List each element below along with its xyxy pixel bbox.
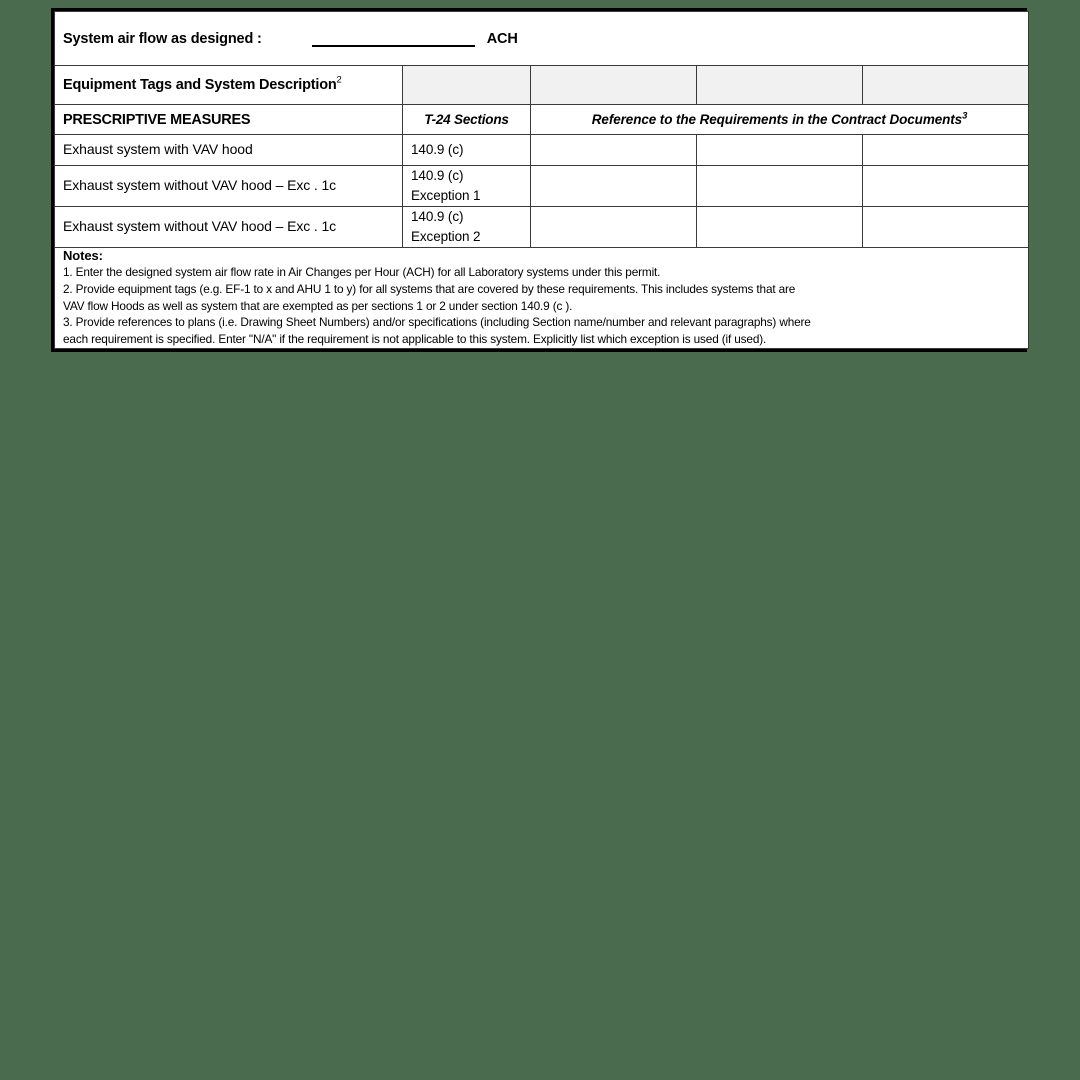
measure-cell xyxy=(55,207,403,248)
equipment-tags-label: Equipment Tags and System Description xyxy=(63,77,337,93)
t24-sections-header: T-24 Sections xyxy=(424,112,509,127)
prescriptive-measures-table xyxy=(54,11,1029,349)
reference-input-2[interactable] xyxy=(697,135,863,166)
measure-label: Exhaust system without VAV hood – Exc . 1c xyxy=(63,177,337,193)
notes-row xyxy=(55,248,1029,349)
note-line-4: 3. Provide references to plans (i.e. Drawing Sheet Numbers) and/or specifications (including Section name/number and relevant paragraphs) where xyxy=(63,315,811,330)
table-row xyxy=(55,135,1029,166)
measure-cell xyxy=(55,166,403,207)
t24-sections-header-cell xyxy=(403,105,531,135)
airflow-cell xyxy=(55,12,1029,66)
note-line-5: each requirement is specified. Enter "N/A" if the requirement is not applicable to this system. Explicitly list which exception is used (if used). xyxy=(63,332,767,346)
note-line-1: 1. Enter the designed system air flow rate in Air Changes per Hour (ACH) for all Laboratory systems under this permit. xyxy=(63,265,661,279)
note-line-3: VAV flow Hoods as well as system that are exempted as per sections 1 or 2 under section 140.9 (c ). xyxy=(63,298,573,313)
reference-input-3[interactable] xyxy=(863,207,1029,248)
t24-section-line-1: 140.9 (c) xyxy=(411,209,464,225)
reference-input-3[interactable] xyxy=(863,135,1029,166)
measure-label: Exhaust system with VAV hood xyxy=(63,141,253,157)
prescriptive-measures-header-cell xyxy=(55,105,403,135)
airflow-blank-field[interactable] xyxy=(312,31,475,47)
t24-section-line-2: Exception 2 xyxy=(411,229,481,244)
measure-cell xyxy=(55,135,403,166)
airflow-row xyxy=(55,12,1029,66)
t24-section-line-1: 140.9 (c) xyxy=(411,168,464,184)
equipment-tag-input-1[interactable] xyxy=(403,66,531,105)
equipment-tags-label-cell xyxy=(55,66,403,105)
reference-input-2[interactable] xyxy=(697,166,863,207)
t24-section-line-2: Exception 1 xyxy=(411,188,481,203)
column-header-row xyxy=(55,105,1029,135)
compliance-form-sheet xyxy=(51,8,1027,352)
reference-input-2[interactable] xyxy=(697,207,863,248)
notes-title: Notes: xyxy=(63,248,103,263)
notes-cell xyxy=(55,248,1029,349)
reference-input-1[interactable] xyxy=(531,135,697,166)
equipment-tag-input-3[interactable] xyxy=(697,66,863,105)
t24-section-cell xyxy=(403,166,531,207)
reference-header-text: Reference to the Requirements in the Contract Documents xyxy=(591,112,963,127)
reference-input-1[interactable] xyxy=(531,207,697,248)
t24-section-cell xyxy=(403,207,531,248)
t24-section-cell xyxy=(403,135,531,166)
equipment-tags-footnote-marker: 2 xyxy=(336,74,342,86)
equipment-tags-row xyxy=(55,66,1029,105)
reference-input-1[interactable] xyxy=(531,166,697,207)
prescriptive-measures-header: PRESCRIPTIVE MEASURES xyxy=(63,111,251,128)
reference-footnote-marker: 3 xyxy=(962,110,968,122)
airflow-label: System air flow as designed : xyxy=(63,30,262,47)
reference-input-3[interactable] xyxy=(863,166,1029,207)
equipment-tag-input-2[interactable] xyxy=(531,66,697,105)
equipment-tag-input-4[interactable] xyxy=(863,66,1029,105)
reference-header-cell xyxy=(531,105,1029,135)
t24-section-line-1: 140.9 (c) xyxy=(411,142,464,158)
airflow-unit-label: ACH xyxy=(486,30,518,47)
measure-label: Exhaust system without VAV hood – Exc . 1c xyxy=(63,218,337,234)
table-row xyxy=(55,207,1029,248)
table-row xyxy=(55,166,1029,207)
note-line-2: 2. Provide equipment tags (e.g. EF-1 to x and AHU 1 to y) for all systems that are covered by these requirements. This includes systems that are xyxy=(63,281,796,296)
